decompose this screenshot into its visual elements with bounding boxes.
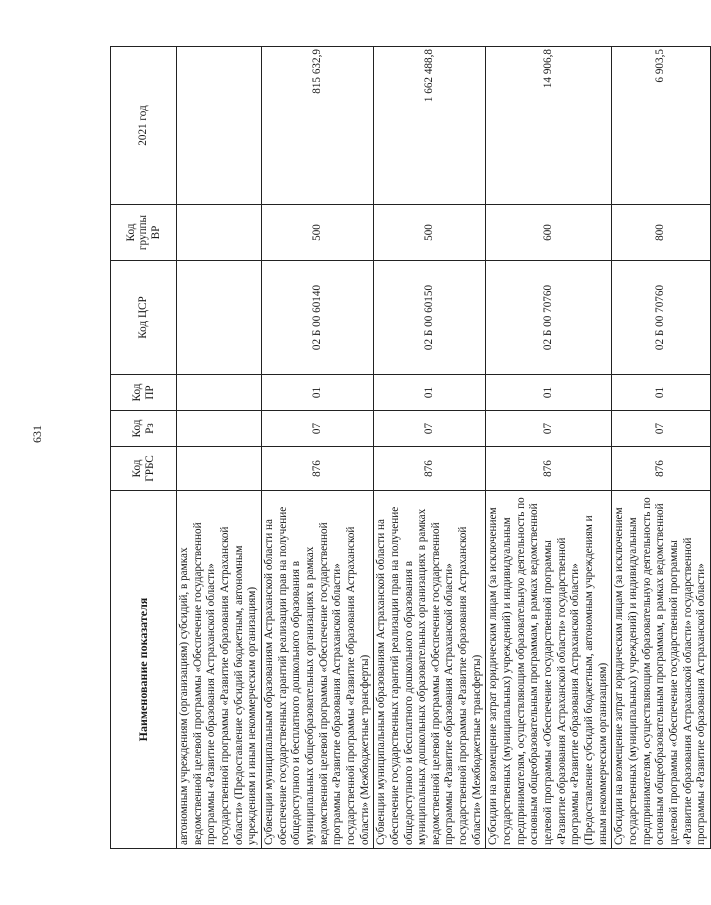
budget-table-container bbox=[110, 47, 708, 849]
row-grbs: 876 bbox=[486, 447, 612, 491]
row-vr: 600 bbox=[486, 205, 612, 261]
budget-table bbox=[110, 46, 711, 849]
row-name: Субвенции муниципальным образованиям Астраханской области на обеспечение государственных гарантий реализации прав на получение общедоступного и бесплатного дошкольного образования в муниципальных дошкольных образовательных организациях в рамках ведомственной целевой программы «Обеспечение государственной программы «Развитие образования Астраханской области» государственной программы «Развитие образования Астраханской области» (Межбюджетные трансферты) bbox=[374, 491, 486, 849]
row-name: автономным учреждениям (организациям) субсидий, в рамках ведомственной целевой программы «Обеспечение государственной программы «Развитие образования Астраханской области» государственной программы «Развитие образования Астраханской области» (Предоставление субсидий бюджетным, автономным учреждениям и иным некоммерческим организациям) bbox=[177, 491, 262, 849]
row-grbs: 876 bbox=[374, 447, 486, 491]
row-amount: 1 662 488,8 bbox=[374, 47, 486, 205]
row-vr: 500 bbox=[261, 205, 373, 261]
header-year: 2021 год bbox=[111, 47, 177, 205]
row-pr: 01 bbox=[374, 375, 486, 411]
row-rz: 07 bbox=[612, 411, 711, 447]
row-name: Субсидии на возмещение затрат юридическим лицам (за исключением государственных (муниципальных) учреждений) и индивидуальным предпринимателям, осуществляющим образовательную деятельность по основным общеобразовательным программам, в рамках ведомственной целевой программы «Обеспечение государственной программы «Развитие образования Астраханской области» государственной программы «Развитие образования Астраханской области» (Предоставление субсидий бюджетным, автономным учреждениям и иным некоммерческим организациям) bbox=[486, 491, 612, 849]
row-amount: 14 906,8 bbox=[486, 47, 612, 205]
header-name: Наименование показателя bbox=[111, 491, 177, 849]
row-csr: 02 Б 00 70760 bbox=[612, 261, 711, 375]
table-header-row bbox=[111, 47, 177, 849]
header-csr: Код ЦСР bbox=[111, 261, 177, 375]
header-grbs: Код ГРБС bbox=[111, 447, 177, 491]
row-rz: 07 bbox=[374, 411, 486, 447]
row-pr: 01 bbox=[612, 375, 711, 411]
row-csr: 02 Б 00 60150 bbox=[374, 261, 486, 375]
row-vr bbox=[177, 205, 262, 261]
header-rz: Код Рз bbox=[111, 411, 177, 447]
row-amount: 6 903,5 bbox=[612, 47, 711, 205]
row-rz bbox=[177, 411, 262, 447]
row-vr: 800 bbox=[612, 205, 711, 261]
table-row bbox=[374, 47, 486, 849]
row-name: Субвенции муниципальным образованиям Астраханской области на обеспечение государственных гарантий реализации прав на получение общедоступного и бесплатного дошкольного образования в муниципальных общеобразовательных организациях в рамках ведомственной целевой программы «Обеспечение государственной программы «Развитие образования Астраханской области» государственной программы «Развитие образования Астраханской области» (Межбюджетные трансферты) bbox=[261, 491, 373, 849]
row-rz: 07 bbox=[486, 411, 612, 447]
table-row bbox=[261, 47, 373, 849]
row-vr: 500 bbox=[374, 205, 486, 261]
row-pr: 01 bbox=[486, 375, 612, 411]
page-number: 631 bbox=[30, 425, 44, 443]
header-pr: Код ПР bbox=[111, 375, 177, 411]
row-pr: 01 bbox=[261, 375, 373, 411]
row-grbs bbox=[177, 447, 262, 491]
row-csr: 02 Б 00 70760 bbox=[486, 261, 612, 375]
table-row bbox=[612, 47, 711, 849]
row-amount: 815 632,9 bbox=[261, 47, 373, 205]
table-row bbox=[486, 47, 612, 849]
table-row bbox=[177, 47, 262, 849]
row-name: Субсидии на возмещение затрат юридическим лицам (за исключением государственных (муниципальных) учреждений) и индивидуальным предпринимателям, осуществляющим образовательную деятельность по основным общеобразовательным программам, в рамках ведомственной целевой программы «Обеспечение государственной программы «Развитие образования Астраханской области» государственной программы «Развитие образования Астраханской области» bbox=[612, 491, 711, 849]
header-vr: Код группы ВР bbox=[111, 205, 177, 261]
row-amount bbox=[177, 47, 262, 205]
row-grbs: 876 bbox=[261, 447, 373, 491]
row-csr bbox=[177, 261, 262, 375]
row-pr bbox=[177, 375, 262, 411]
row-rz: 07 bbox=[261, 411, 373, 447]
row-csr: 02 Б 00 60140 bbox=[261, 261, 373, 375]
row-grbs: 876 bbox=[612, 447, 711, 491]
